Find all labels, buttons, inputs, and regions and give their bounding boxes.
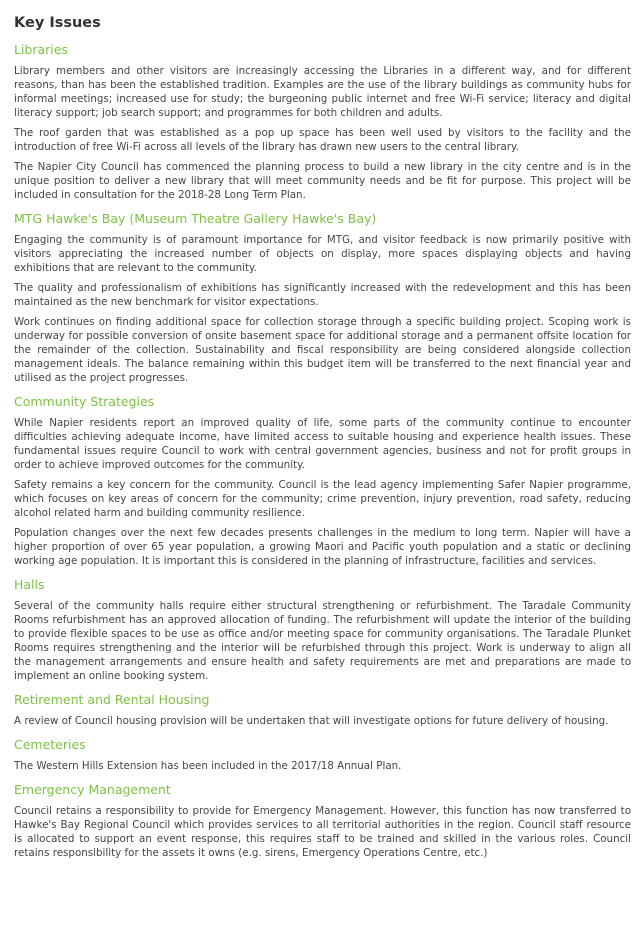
section-heading: Halls bbox=[14, 577, 45, 592]
section-heading: Emergency Management bbox=[14, 782, 171, 797]
section-heading: Libraries bbox=[14, 42, 68, 57]
section bbox=[14, 692, 631, 728]
paragraph: Work continues on finding additional space for collection storage through a specific building project. Scoping work is underway for possible conversion of onsite basement space for additional storage and a permanent offsite location for the remainder of the collection. Sustainability and fiscal responsibility are being considered alongside collection management ideals. The balance remaining within this budget item will be transferred to the next financial year and utilised as the project progresses. bbox=[14, 316, 631, 384]
paragraph: The Napier City Council has commenced the planning process to build a new library in the city centre and is in the unique position to deliver a new library that will meet community needs and be fit for purpose. This project will be included in consultation for the 2018-28 Long Term Plan. bbox=[14, 161, 631, 201]
paragraph: The quality and professionalism of exhibitions has significantly increased with the redevelopment and this has been maintained as the new benchmark for visitor expectations. bbox=[14, 282, 631, 308]
paragraph: The roof garden that was established as a pop up space has been well used by visitors to the facility and the introduction of free Wi-Fi across all levels of the library has drawn new users to the central library. bbox=[14, 127, 631, 153]
paragraph: Safety remains a key concern for the community. Council is the lead agency implementing Safer Napier programme, which focuses on key areas of concern for the community; crime prevention, injury prevention, road safety, reducing alcohol related harm and building community resilience. bbox=[14, 479, 631, 519]
section bbox=[14, 211, 631, 385]
paragraph: The Western Hills Extension has been included in the 2017/18 Annual Plan. bbox=[14, 760, 402, 772]
paragraph: Several of the community halls require either structural strengthening or refurbishment. The Taradale Community Rooms refurbishment has an approved allocation of funding. The refurbishment will update the interior of the building to provide flexible spaces to be use as office and/or meeting space for community organisations. The Taradale Plunket Rooms requires strengthening and the interior will be refurbished through this project. Work is underway to align all the management arrangements and ensure health and safety requirements are met and preparations are made to implement an online booking system. bbox=[14, 600, 631, 682]
paragraph: Population changes over the next few decades presents challenges in the medium to long term. Napier will have a higher proportion of over 65 year population, a growing Maori and Pacific youth population and a static or declining working age population. It is important this is considered in the planning of infrastructure, facilities and services. bbox=[14, 527, 631, 567]
section-heading: Cemeteries bbox=[14, 737, 86, 752]
section-heading: MTG Hawke's Bay (Museum Theatre Gallery Hawke's Bay) bbox=[14, 211, 377, 226]
section bbox=[14, 42, 631, 202]
section-heading: Retirement and Rental Housing bbox=[14, 692, 210, 707]
section bbox=[14, 394, 631, 568]
paragraph: Council retains a responsibility to provide for Emergency Management. However, this function has now transferred to Hawke's Bay Regional Council which provides services to all territorial authorities in the region. Council staff resource is allocated to support an event response, this requires staff to be trained and skilled in the various roles. Council retains responsibility for the assets it owns (e.g. sirens, Emergency Operations Centre, etc.) bbox=[14, 805, 631, 859]
paragraph: Library members and other visitors are increasingly accessing the Libraries in a different way, and for different reasons, than has been the established tradition. Examples are the use of the library buildings as community hubs for informal meetings; increased use for study; the burgeoning public internet and free Wi-Fi service; literacy and digital literacy support; job search support; and programmes for both children and adults. bbox=[14, 65, 631, 119]
page-title: Key Issues bbox=[14, 15, 101, 31]
paragraph: Engaging the community is of paramount importance for MTG, and visitor feedback is now primarily positive with visitors appreciating the increased number of objects on display, more spaces displaying objects and having exhibitions that are relevant to the community. bbox=[14, 234, 631, 274]
section bbox=[14, 577, 631, 683]
section-heading: Community Strategies bbox=[14, 394, 155, 409]
paragraph: A review of Council housing provision will be undertaken that will investigate options for future delivery of housing. bbox=[14, 715, 609, 727]
sections-container bbox=[14, 42, 631, 860]
paragraph: While Napier residents report an improved quality of life, some parts of the community continue to encounter difficulties achieving adequate income, have limited access to suitable housing and experience health issues. These fundamental issues require Council to work with central government agencies, business and not for profit groups in order to achieve improved outcomes for the community. bbox=[14, 417, 631, 471]
section bbox=[14, 737, 631, 773]
document-page bbox=[14, 14, 631, 866]
section bbox=[14, 782, 631, 860]
